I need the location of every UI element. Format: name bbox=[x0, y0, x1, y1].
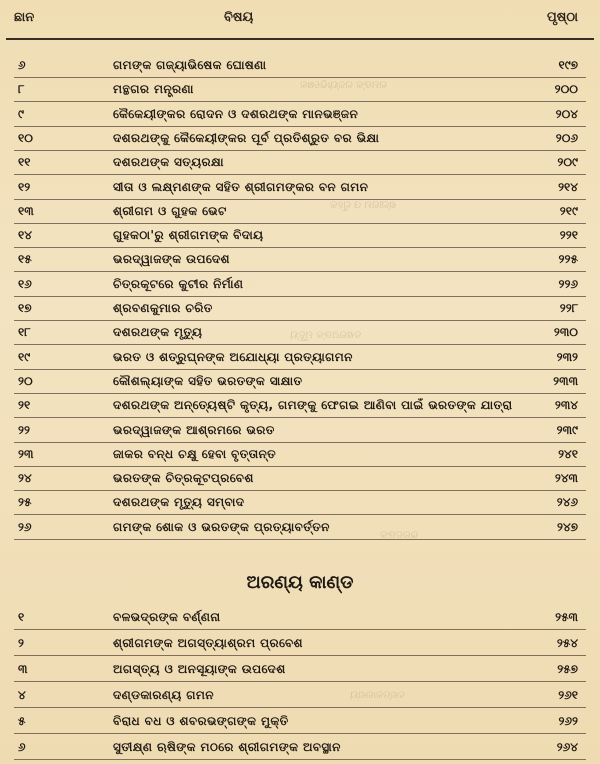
chapter-number: ୨୨ bbox=[18, 422, 30, 437]
header-page: ପୃଷ୍ଠା bbox=[547, 10, 578, 25]
page-number: ୨୦୬ bbox=[555, 130, 578, 145]
toc-row bbox=[0, 710, 600, 734]
chapter-title: ବିରାଧ ବଧ ଓ ଶବରଭଙ୍ଗଙ୍କ ମୁକ୍ତି bbox=[113, 714, 289, 728]
chapter-number: ୪ bbox=[18, 688, 26, 702]
chapter-title: ଦଣ୍ଡକାରଣ୍ୟ ଗମନ bbox=[113, 688, 214, 702]
page-number: ୨୧୪ bbox=[558, 179, 578, 194]
bleed-through: ଭରତଙ୍କ bbox=[380, 530, 419, 541]
page-number: ୨୩୪ bbox=[554, 398, 578, 413]
chapter-title: ଚିତ୍ରକୂଟରେ କୁଟୀର ନିର୍ମାଣ bbox=[113, 276, 244, 291]
chapter-number: ୬ bbox=[18, 740, 26, 754]
toc-row bbox=[0, 127, 600, 151]
chapter-title: ଦଶରଥଙ୍କ ମୃତ୍ୟୁ ସମ୍ବାଦ bbox=[113, 495, 245, 510]
chapter-title: ମନ୍ଥଗର ମନ୍ତ୍ରଣା bbox=[113, 82, 194, 97]
chapter-title: ଶ୍ରବଣକୁମାର ଚରିତ bbox=[113, 301, 213, 315]
page-number: ୨୨୬ bbox=[558, 276, 578, 291]
page-number: ୨୨୧ bbox=[559, 228, 578, 243]
row-divider bbox=[14, 707, 586, 708]
chapter-title: କୌଶଲ୍ୟାଙ୍କ ସହିତ ଭରତଙ୍କ ସାକ୍ଷାତ bbox=[113, 373, 303, 388]
toc-row bbox=[0, 248, 600, 272]
chapter-number: ୯ bbox=[18, 106, 24, 121]
toc-row bbox=[0, 321, 600, 345]
chapter-number: ୨ bbox=[18, 636, 24, 650]
chapter-number: ୧୯ bbox=[18, 349, 31, 364]
toc-row bbox=[0, 394, 600, 418]
chapter-number: ୧୦ bbox=[18, 130, 33, 145]
toc-row bbox=[0, 151, 600, 175]
page-number: ୨୦୯ bbox=[557, 155, 578, 170]
toc-row bbox=[0, 78, 600, 102]
page-number: ୨୬୨ bbox=[558, 714, 578, 728]
chapter-title: ଭରତ ଓ ଶତ୍ରୁଘ୍ନଙ୍କ ଅଯୋଧ୍ୟା ପ୍ରତ୍ୟାଗମନ bbox=[113, 349, 353, 364]
chapter-title: ଗୁହକଠା'ରୁ ଶ୍ରୀଗମଙ୍କ ବିଦାୟ bbox=[113, 228, 264, 243]
chapter-number: ୨୩ bbox=[18, 446, 34, 461]
page-number: ୨୩୯ bbox=[556, 422, 578, 437]
chapter-title: ଜାକର ବନ୍ଧ ଚକ୍ଷୁ ହେବା ବୃତ୍ତାନ୍ତ bbox=[113, 446, 277, 461]
row-divider bbox=[14, 681, 586, 682]
header-rule bbox=[6, 38, 594, 40]
toc-row bbox=[0, 516, 600, 540]
toc-row bbox=[0, 297, 600, 321]
chapter-title: ଭରତଙ୍କ ଚିତ୍ରକୂଟପ୍ରବେଶ bbox=[113, 471, 254, 486]
chapter-number: ୮ bbox=[18, 82, 25, 97]
toc-row bbox=[0, 606, 600, 630]
chapter-number: ୫ bbox=[18, 714, 26, 728]
bleed-through: ଶ୍ରୀଗମ ଓ ଗୁହକ bbox=[330, 200, 397, 211]
chapter-number: ୧୫ bbox=[18, 252, 32, 267]
chapter-title: ଦଶରଥଙ୍କୁ କୈକେୟୀଙ୍କର ପୂର୍ବ ପ୍ରତିଶ୍ରୁତ ବର ଭିକ୍ଷା bbox=[113, 130, 380, 145]
chapter-number: ୬ bbox=[18, 58, 26, 72]
bleed-through: ଗମଙ୍କ ଗଜ୍ୟାଭିଷେକ bbox=[300, 80, 387, 91]
toc-row bbox=[0, 200, 600, 224]
page-number: ୨୪୭ bbox=[556, 519, 578, 534]
chapter-title: ଭରଦ୍ୱାଜଙ୍କ ଆଶ୍ରମରେ ଭରତ bbox=[113, 422, 275, 437]
row-divider bbox=[14, 539, 586, 540]
chapter-title: ସୁତୀକ୍ଷ୍ଣ ଋଷିଙ୍କ ମଠରେ ଶ୍ରୀଗମଙ୍କ ଅବସ୍ଥାନ bbox=[113, 740, 341, 754]
page-number: ୨୦୪ bbox=[555, 106, 578, 121]
bleed-through: ଦଶରଥଙ୍କ ମୃତ୍ୟୁ bbox=[290, 330, 362, 341]
toc-row bbox=[0, 632, 600, 656]
header-chapter: ଛାନ bbox=[14, 10, 35, 25]
page-number: ୨୪୬ bbox=[556, 495, 578, 510]
toc-row bbox=[0, 54, 600, 78]
toc-row bbox=[0, 443, 600, 467]
chapter-title: ସୀତା ଓ ଲକ୍ଷ୍ମଣଙ୍କ ସହିତ ଶ୍ରୀଗମଙ୍କର ବନ ଗମନ bbox=[113, 179, 369, 194]
table-header bbox=[0, 10, 600, 34]
page-number: ୨୨୮ bbox=[559, 301, 578, 315]
page-number: ୨୬୧ bbox=[558, 688, 578, 702]
page-number: ୨୧୯ bbox=[559, 203, 578, 218]
chapter-number: ୨୦ bbox=[18, 373, 33, 388]
chapter-title: ଦଶରଥଙ୍କ ଅନ୍ତ୍ୟେଷ୍ଟି କୃତ୍ୟ, ଗମଙ୍କୁ ଫେଗଇ ଆଣିବା ପାଇଁ ଭରତଙ୍କ ଯାତ୍ରା bbox=[113, 398, 513, 413]
page-number: ୨୦୦ bbox=[554, 82, 578, 97]
toc-row bbox=[0, 684, 600, 708]
chapter-number: ୧୭ bbox=[18, 301, 32, 315]
chapter-number: ୧୩ bbox=[18, 203, 34, 218]
chapter-number: ୧୮ bbox=[18, 325, 31, 340]
toc-row bbox=[0, 346, 600, 370]
page-number: ୨୩୩ bbox=[553, 373, 578, 388]
toc-row bbox=[0, 273, 600, 297]
chapter-title: ଦଶରଥଙ୍କ ସତ୍ୟରକ୍ଷା bbox=[113, 155, 224, 170]
chapter-number: ୨୫ bbox=[18, 495, 32, 510]
chapter-title: ଭରଦ୍ୱାଜଙ୍କ ଉପଦେଶ bbox=[113, 252, 230, 267]
section-title: ଅରଣ୍ୟ କାଣ୍ଡ bbox=[246, 572, 354, 593]
toc-row bbox=[0, 103, 600, 127]
toc-row bbox=[0, 370, 600, 394]
chapter-number: ୧୬ bbox=[18, 276, 32, 291]
page-number: ୨୪୧ bbox=[558, 446, 578, 461]
chapter-number: ୧ bbox=[18, 610, 25, 624]
page-number: ୧୯୭ bbox=[558, 58, 578, 72]
toc-row bbox=[0, 658, 600, 682]
page-number: ୨୫୭ bbox=[557, 662, 578, 676]
chapter-number: ୨୧ bbox=[18, 398, 31, 413]
toc-row bbox=[0, 176, 600, 200]
toc-row bbox=[0, 224, 600, 248]
page-number: ୨୫୩ bbox=[555, 610, 578, 624]
chapter-title: ଗମଙ୍କ ଗଜ୍ୟାଭିଷେକ ଘୋଷଣା bbox=[113, 58, 267, 72]
bleed-through: ଦଣ୍ଡକାରଣ୍ୟ bbox=[350, 690, 405, 701]
row-divider bbox=[14, 655, 586, 656]
toc-row bbox=[0, 491, 600, 515]
page-number: ୨୩୨ bbox=[556, 349, 578, 364]
page-number: ୨୩୦ bbox=[553, 325, 578, 340]
page-number: ୨୫୪ bbox=[556, 636, 578, 650]
page-number: ୨୨୫ bbox=[558, 252, 578, 267]
chapter-title: ଶ୍ରୀଗମ ଓ ଗୁହକ ଭେଟ bbox=[113, 203, 227, 218]
chapter-number: ୧୪ bbox=[18, 228, 32, 243]
chapter-number: ୧୨ bbox=[18, 179, 31, 194]
chapter-title: ଦଶରଥଙ୍କ ମୃତ୍ୟୁ bbox=[113, 325, 203, 340]
chapter-number: ୧୧ bbox=[18, 155, 31, 170]
header-subject: ବିଷୟ bbox=[224, 10, 254, 25]
chapter-number: ୨୬ bbox=[18, 519, 32, 534]
chapter-title: ଅଗସ୍ତ୍ୟ ଓ ଅନସୂୟାଙ୍କ ଉପଦେଶ bbox=[113, 662, 286, 676]
row-divider bbox=[14, 733, 586, 734]
chapter-title: ଶ୍ରୀଗମଙ୍କ ଅଗସ୍ତ୍ୟାଶ୍ରମ ପ୍ରବେଶ bbox=[113, 636, 303, 650]
toc-row bbox=[0, 419, 600, 443]
toc-row bbox=[0, 467, 600, 491]
chapter-number: ୩ bbox=[18, 662, 28, 676]
chapter-number: ୨୪ bbox=[18, 471, 32, 486]
row-divider bbox=[14, 629, 586, 630]
toc-row bbox=[0, 736, 600, 760]
page-number: ୨୪୩ bbox=[554, 471, 578, 486]
chapter-title: ବଳଭଦ୍ରଙ୍କ ବର୍ଣ୍ଣନା bbox=[113, 610, 221, 624]
page-number: ୨୬୪ bbox=[556, 740, 578, 754]
chapter-title: ଗମଙ୍କ ଶୋକ ଓ ଭରତଙ୍କ ପ୍ରତ୍ୟାବର୍ତ୍ତନ bbox=[113, 519, 330, 534]
chapter-title: କୈକେୟୀଙ୍କର ରୋଦନ ଓ ଦଶରଥଙ୍କ ମାନଭଞ୍ଜନ bbox=[113, 106, 359, 121]
row-divider bbox=[14, 759, 586, 760]
